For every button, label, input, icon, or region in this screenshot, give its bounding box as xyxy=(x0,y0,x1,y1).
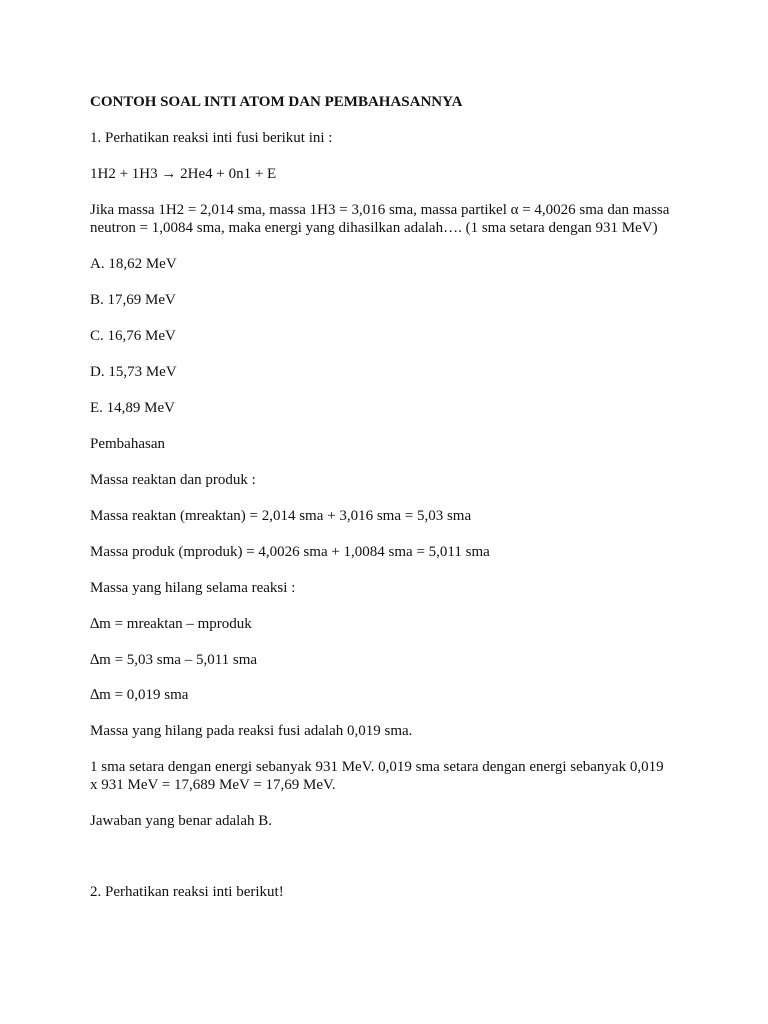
option-a: A. 18,62 MeV xyxy=(90,256,177,272)
option-d: D. 15,73 MeV xyxy=(90,364,177,380)
energy-line-2: x 931 MeV = 17,689 MeV = 17,69 MeV. xyxy=(90,777,336,793)
question-1-statement-line-2: neutron = 1,0084 sma, maka energi yang dihasilkan adalah…. (1 sma setara dengan 931 MeV) xyxy=(90,220,658,236)
question-1-statement-line-1: Jika massa 1H2 = 2,014 sma, massa 1H3 = 3,016 sma, massa partikel α = 4,0026 sma dan massa xyxy=(90,202,670,218)
solution-line: Massa yang hilang selama reaksi : xyxy=(90,580,296,596)
solution-line: Massa yang hilang pada reaksi fusi adalah 0,019 sma. xyxy=(90,723,413,739)
answer-line: Jawaban yang benar adalah B. xyxy=(90,813,273,829)
question-1-reaction: 1H2 + 1H3 → 2He4 + 0n1 + E xyxy=(90,166,277,182)
solution-line: Massa produk (mproduk) = 4,0026 sma + 1,0084 sma = 5,011 sma xyxy=(90,544,490,560)
option-b: B. 17,69 MeV xyxy=(90,292,176,308)
question-1-prompt: 1. Perhatikan reaksi inti fusi berikut ini : xyxy=(90,130,333,146)
solution-line: ∆m = mreaktan – mproduk xyxy=(90,616,252,632)
question-2-prompt: 2. Perhatikan reaksi inti berikut! xyxy=(90,884,284,900)
energy-line-1: 1 sma setara dengan energi sebanyak 931 MeV. 0,019 sma setara dengan energi sebanyak 0,019 xyxy=(90,759,664,775)
solution-line: Massa reaktan dan produk : xyxy=(90,472,256,488)
option-c: C. 16,76 MeV xyxy=(90,328,176,344)
solution-line: Massa reaktan (mreaktan) = 2,014 sma + 3,016 sma = 5,03 sma xyxy=(90,508,472,524)
solution-heading: Pembahasan xyxy=(90,436,165,452)
solution-line: ∆m = 0,019 sma xyxy=(90,687,189,703)
option-e: E. 14,89 MeV xyxy=(90,400,175,416)
page-title: CONTOH SOAL INTI ATOM DAN PEMBAHASANNYA xyxy=(90,94,463,110)
solution-line: ∆m = 5,03 sma – 5,011 sma xyxy=(90,652,258,668)
